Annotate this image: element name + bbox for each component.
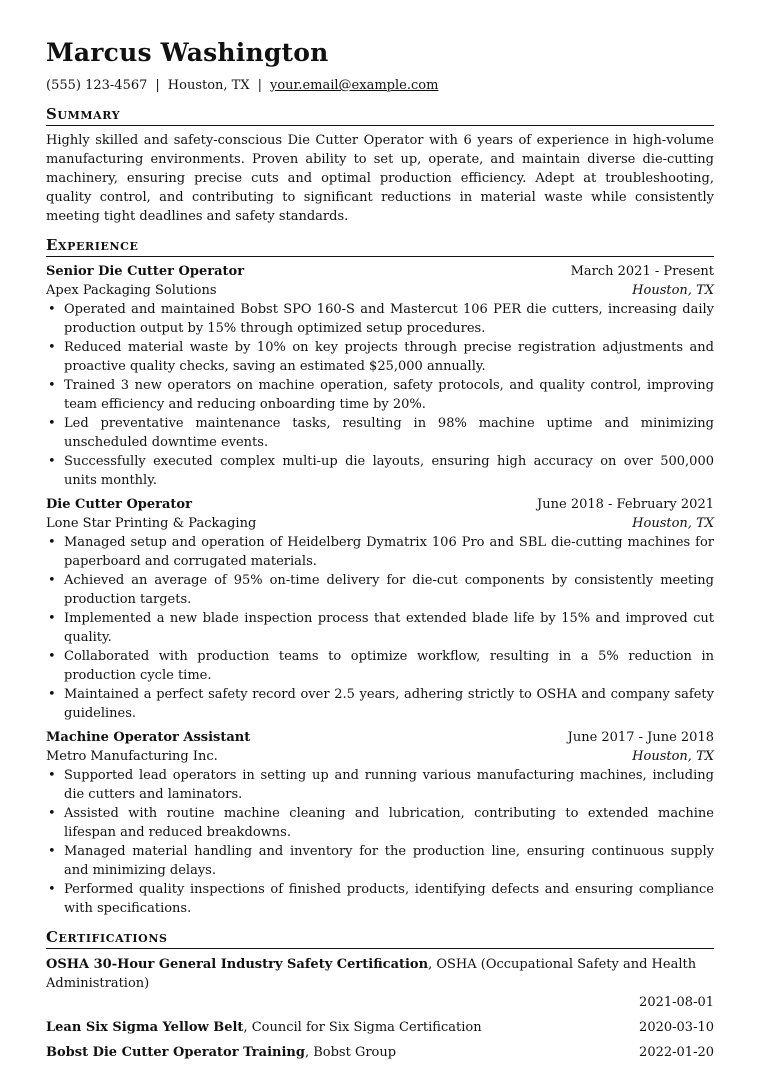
location: Houston, TX (167, 78, 250, 93)
bullet-item: • Led preventative maintenance tasks, resulting in 98% machine uptime and minimizing unscheduled downtime events. (64, 414, 714, 452)
contact-separator: | (155, 78, 160, 93)
contact-line (46, 76, 714, 95)
certifications-heading: Certifications (46, 927, 714, 949)
job-entry (46, 728, 714, 918)
certification-issuer: , Council for Six Sigma Certification (243, 1020, 482, 1035)
certification-issuer: , OSHA (Occupational Safety and Health Administration) (46, 957, 697, 991)
bullet-item: • Performed quality inspections of finished products, identifying defects and ensuring compliance with specifications. (64, 880, 714, 918)
certification-name: Lean Six Sigma Yellow Belt (46, 1020, 244, 1035)
summary-text: Highly skilled and safety-conscious Die Cutter Operator with 6 years of experience in high-volume manufacturing environments. Proven ability to set up, operate, and maintain diverse die-cutting machinery, ensuring precise cuts and optimal production efficiency. Adept at troubleshooting, quality control, and contributing to significant reductions in material waste while consistently meeting tight deadlines and safety standards. (46, 133, 714, 224)
certification-entry (46, 1018, 714, 1037)
bullet-item: • Successfully executed complex multi-up die layouts, ensuring high accuracy on over 500,000 units monthly. (64, 452, 714, 490)
summary-heading: Summary (46, 104, 714, 126)
bullet-item: • Implemented a new blade inspection process that extended blade life by 15% and improved cut quality. (64, 609, 714, 647)
job-location: Houston, TX (632, 283, 714, 298)
bullet-item: • Assisted with routine machine cleaning and lubrication, contributing to extended machine lifespan and reduced breakdowns. (64, 804, 714, 842)
bullet-item: • Managed setup and operation of Heidelberg Dymatrix 106 Pro and SBL die-cutting machines for paperboard and corrugated materials. (64, 533, 714, 571)
job-entry (46, 495, 714, 723)
certification-name: Bobst Die Cutter Operator Training (46, 1045, 305, 1060)
job-dates: June 2018 - February 2021 (537, 497, 714, 512)
certification-date: 2022-01-20 (639, 1045, 714, 1060)
job-entry (46, 262, 714, 490)
company-name: Lone Star Printing & Packaging (46, 516, 257, 531)
phone-number: (555) 123-4567 (46, 78, 148, 93)
certification-name: OSHA 30-Hour General Industry Safety Certification (46, 957, 429, 972)
bullet-item: • Reduced material waste by 10% on key projects through precise registration adjustments and proactive quality checks, saving an estimated $25,000 annually. (64, 338, 714, 376)
job-bullets (46, 766, 714, 918)
email-link[interactable]: your.email@example.com (270, 78, 439, 93)
job-location: Houston, TX (632, 516, 714, 531)
contact-separator: | (257, 78, 262, 93)
candidate-name: Marcus Washington (46, 38, 329, 67)
bullet-item: • Supported lead operators in setting up and running various manufacturing machines, including die cutters and laminators. (64, 766, 714, 804)
job-title: Machine Operator Assistant (46, 730, 251, 745)
job-dates: June 2017 - June 2018 (567, 730, 714, 745)
certification-entry (46, 955, 714, 1012)
job-title: Senior Die Cutter Operator (46, 264, 245, 279)
bullet-item: • Maintained a perfect safety record over 2.5 years, adhering strictly to OSHA and company safety guidelines. (64, 685, 714, 723)
certification-entry (46, 1043, 714, 1062)
bullet-item: • Collaborated with production teams to optimize workflow, resulting in a 5% reduction in production cycle time. (64, 647, 714, 685)
bullet-item: • Achieved an average of 95% on-time delivery for die-cut components by consistently meeting production targets. (64, 571, 714, 609)
bullet-item: • Operated and maintained Bobst SPO 160-S and Mastercut 106 PER die cutters, increasing daily production output by 15% through optimized setup procedures. (64, 300, 714, 338)
bullet-item: • Trained 3 new operators on machine operation, safety protocols, and quality control, improving team efficiency and reducing onboarding time by 20%. (64, 376, 714, 414)
company-name: Apex Packaging Solutions (46, 283, 217, 298)
certification-date: 2020-03-10 (639, 1020, 714, 1035)
experience-heading: Experience (46, 235, 714, 257)
job-bullets (46, 533, 714, 723)
job-bullets (46, 300, 714, 490)
job-dates: March 2021 - Present (570, 264, 714, 279)
certification-issuer: , Bobst Group (304, 1045, 397, 1060)
certification-date: 2021-08-01 (639, 995, 714, 1010)
company-name: Metro Manufacturing Inc. (46, 749, 218, 764)
bullet-item: • Managed material handling and inventory for the production line, ensuring continuous supply and minimizing delays. (64, 842, 714, 880)
job-title: Die Cutter Operator (46, 497, 192, 512)
job-location: Houston, TX (632, 749, 714, 764)
